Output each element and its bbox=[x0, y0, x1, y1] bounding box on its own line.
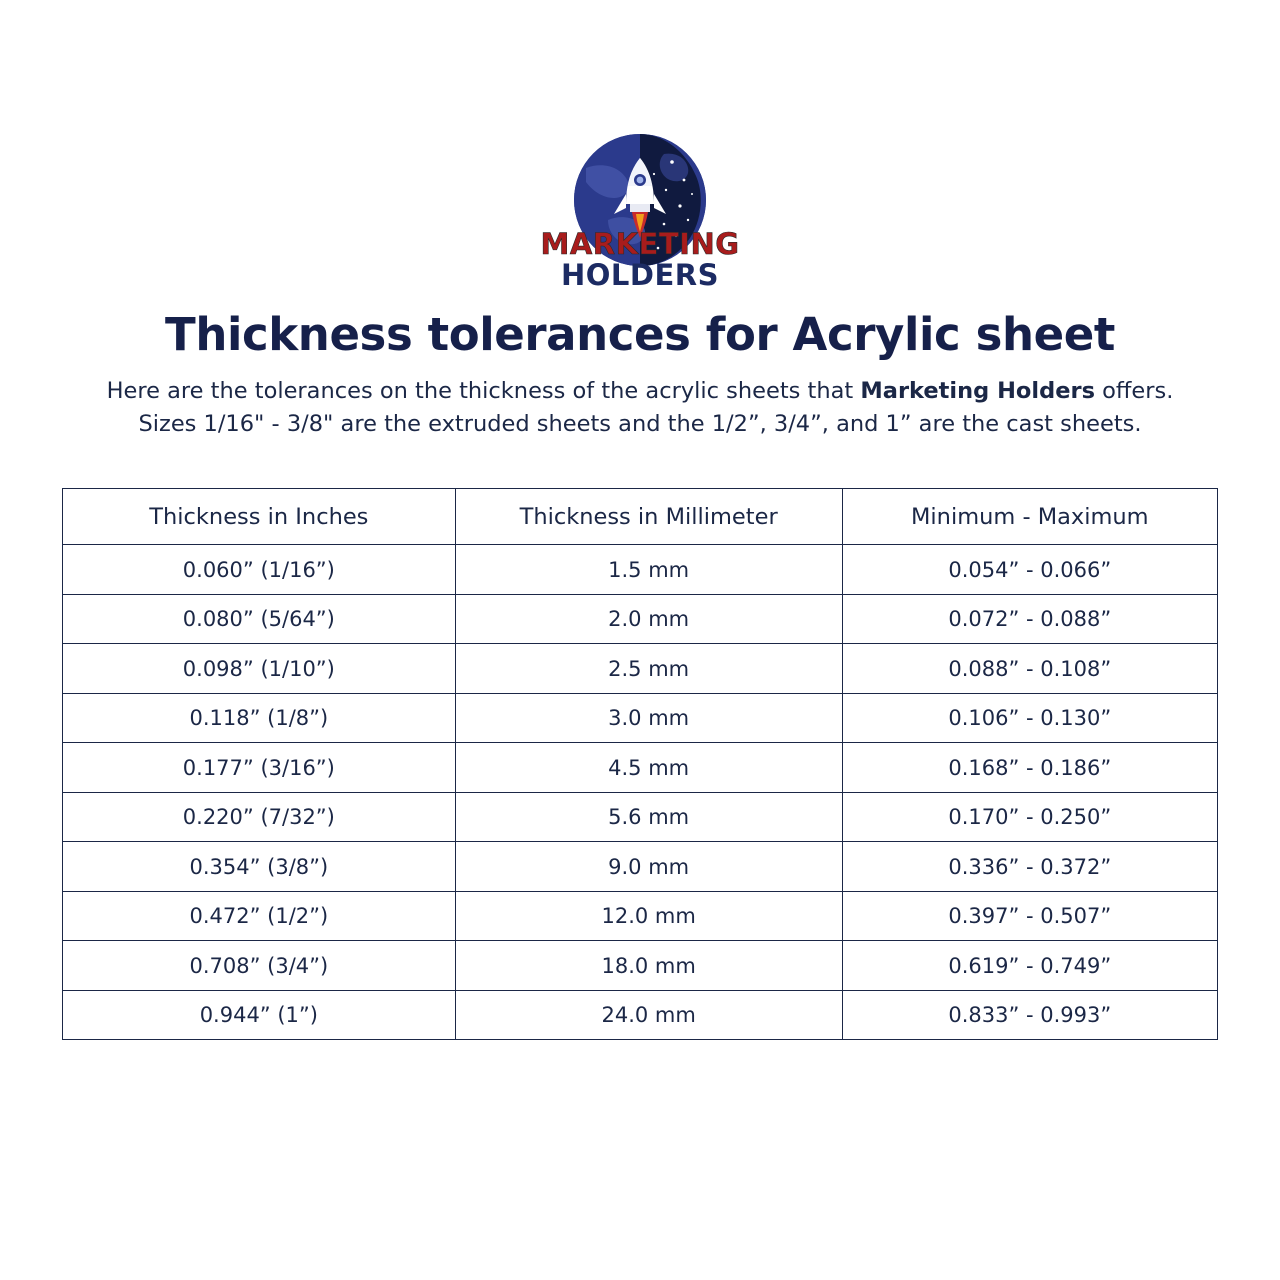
column-header-inches: Thickness in Inches bbox=[63, 489, 456, 545]
cell-inches: 0.098” (1/10”) bbox=[63, 644, 456, 694]
tolerance-table-container bbox=[62, 488, 1218, 1040]
cell-min-max: 0.397” - 0.507” bbox=[842, 891, 1217, 941]
table-row bbox=[63, 644, 1218, 694]
cell-millimeter: 4.5 mm bbox=[455, 743, 842, 793]
cell-min-max: 0.088” - 0.108” bbox=[842, 644, 1217, 694]
cell-inches: 0.472” (1/2”) bbox=[63, 891, 456, 941]
cell-inches: 0.354” (3/8”) bbox=[63, 842, 456, 892]
cell-min-max: 0.072” - 0.088” bbox=[842, 594, 1217, 644]
cell-millimeter: 2.5 mm bbox=[455, 644, 842, 694]
cell-millimeter: 5.6 mm bbox=[455, 792, 842, 842]
table-row bbox=[63, 545, 1218, 595]
cell-min-max: 0.170” - 0.250” bbox=[842, 792, 1217, 842]
cell-inches: 0.080” (5/64”) bbox=[63, 594, 456, 644]
cell-min-max: 0.619” - 0.749” bbox=[842, 941, 1217, 991]
table-row bbox=[63, 842, 1218, 892]
cell-min-max: 0.106” - 0.130” bbox=[842, 693, 1217, 743]
cell-millimeter: 9.0 mm bbox=[455, 842, 842, 892]
cell-min-max: 0.054” - 0.066” bbox=[842, 545, 1217, 595]
table-header-row bbox=[63, 489, 1218, 545]
subtitle-line-2: Sizes 1/16" - 3/8" are the extruded sheets and the 1/2”, 3/4”, and 1” are the cast sheets. bbox=[138, 410, 1142, 437]
tolerance-table bbox=[62, 488, 1218, 1040]
cell-inches: 0.060” (1/16”) bbox=[63, 545, 456, 595]
table-row bbox=[63, 594, 1218, 644]
column-header-min-max: Minimum - Maximum bbox=[842, 489, 1217, 545]
cell-millimeter: 24.0 mm bbox=[455, 990, 842, 1040]
cell-inches: 0.177” (3/16”) bbox=[63, 743, 456, 793]
logo-line-1: MARKETING bbox=[540, 227, 740, 261]
cell-millimeter: 12.0 mm bbox=[455, 891, 842, 941]
table-row bbox=[63, 990, 1218, 1040]
cell-inches: 0.220” (7/32”) bbox=[63, 792, 456, 842]
subtitle-text-2: offers. bbox=[1094, 378, 1174, 404]
subtitle-brand: Marketing Holders bbox=[860, 378, 1095, 404]
cell-millimeter: 2.0 mm bbox=[455, 594, 842, 644]
cell-inches: 0.708” (3/4”) bbox=[63, 941, 456, 991]
subtitle-text-1: Here are the tolerances on the thickness of the acrylic sheets that bbox=[106, 378, 861, 404]
table-row bbox=[63, 941, 1218, 991]
table-row bbox=[63, 693, 1218, 743]
cell-millimeter: 3.0 mm bbox=[455, 693, 842, 743]
page-title: Thickness tolerances for Acrylic sheet bbox=[165, 308, 1115, 361]
page-subtitle bbox=[60, 375, 1220, 440]
brand-logo bbox=[0, 0, 1280, 290]
cell-min-max: 0.833” - 0.993” bbox=[842, 990, 1217, 1040]
column-header-millimeter: Thickness in Millimeter bbox=[455, 489, 842, 545]
table-row bbox=[63, 743, 1218, 793]
cell-inches: 0.944” (1”) bbox=[63, 990, 456, 1040]
cell-min-max: 0.168” - 0.186” bbox=[842, 743, 1217, 793]
cell-inches: 0.118” (1/8”) bbox=[63, 693, 456, 743]
table-row bbox=[63, 891, 1218, 941]
cell-min-max: 0.336” - 0.372” bbox=[842, 842, 1217, 892]
cell-millimeter: 18.0 mm bbox=[455, 941, 842, 991]
cell-millimeter: 1.5 mm bbox=[455, 545, 842, 595]
logo-line-2: HOLDERS bbox=[560, 258, 719, 292]
table-row bbox=[63, 792, 1218, 842]
